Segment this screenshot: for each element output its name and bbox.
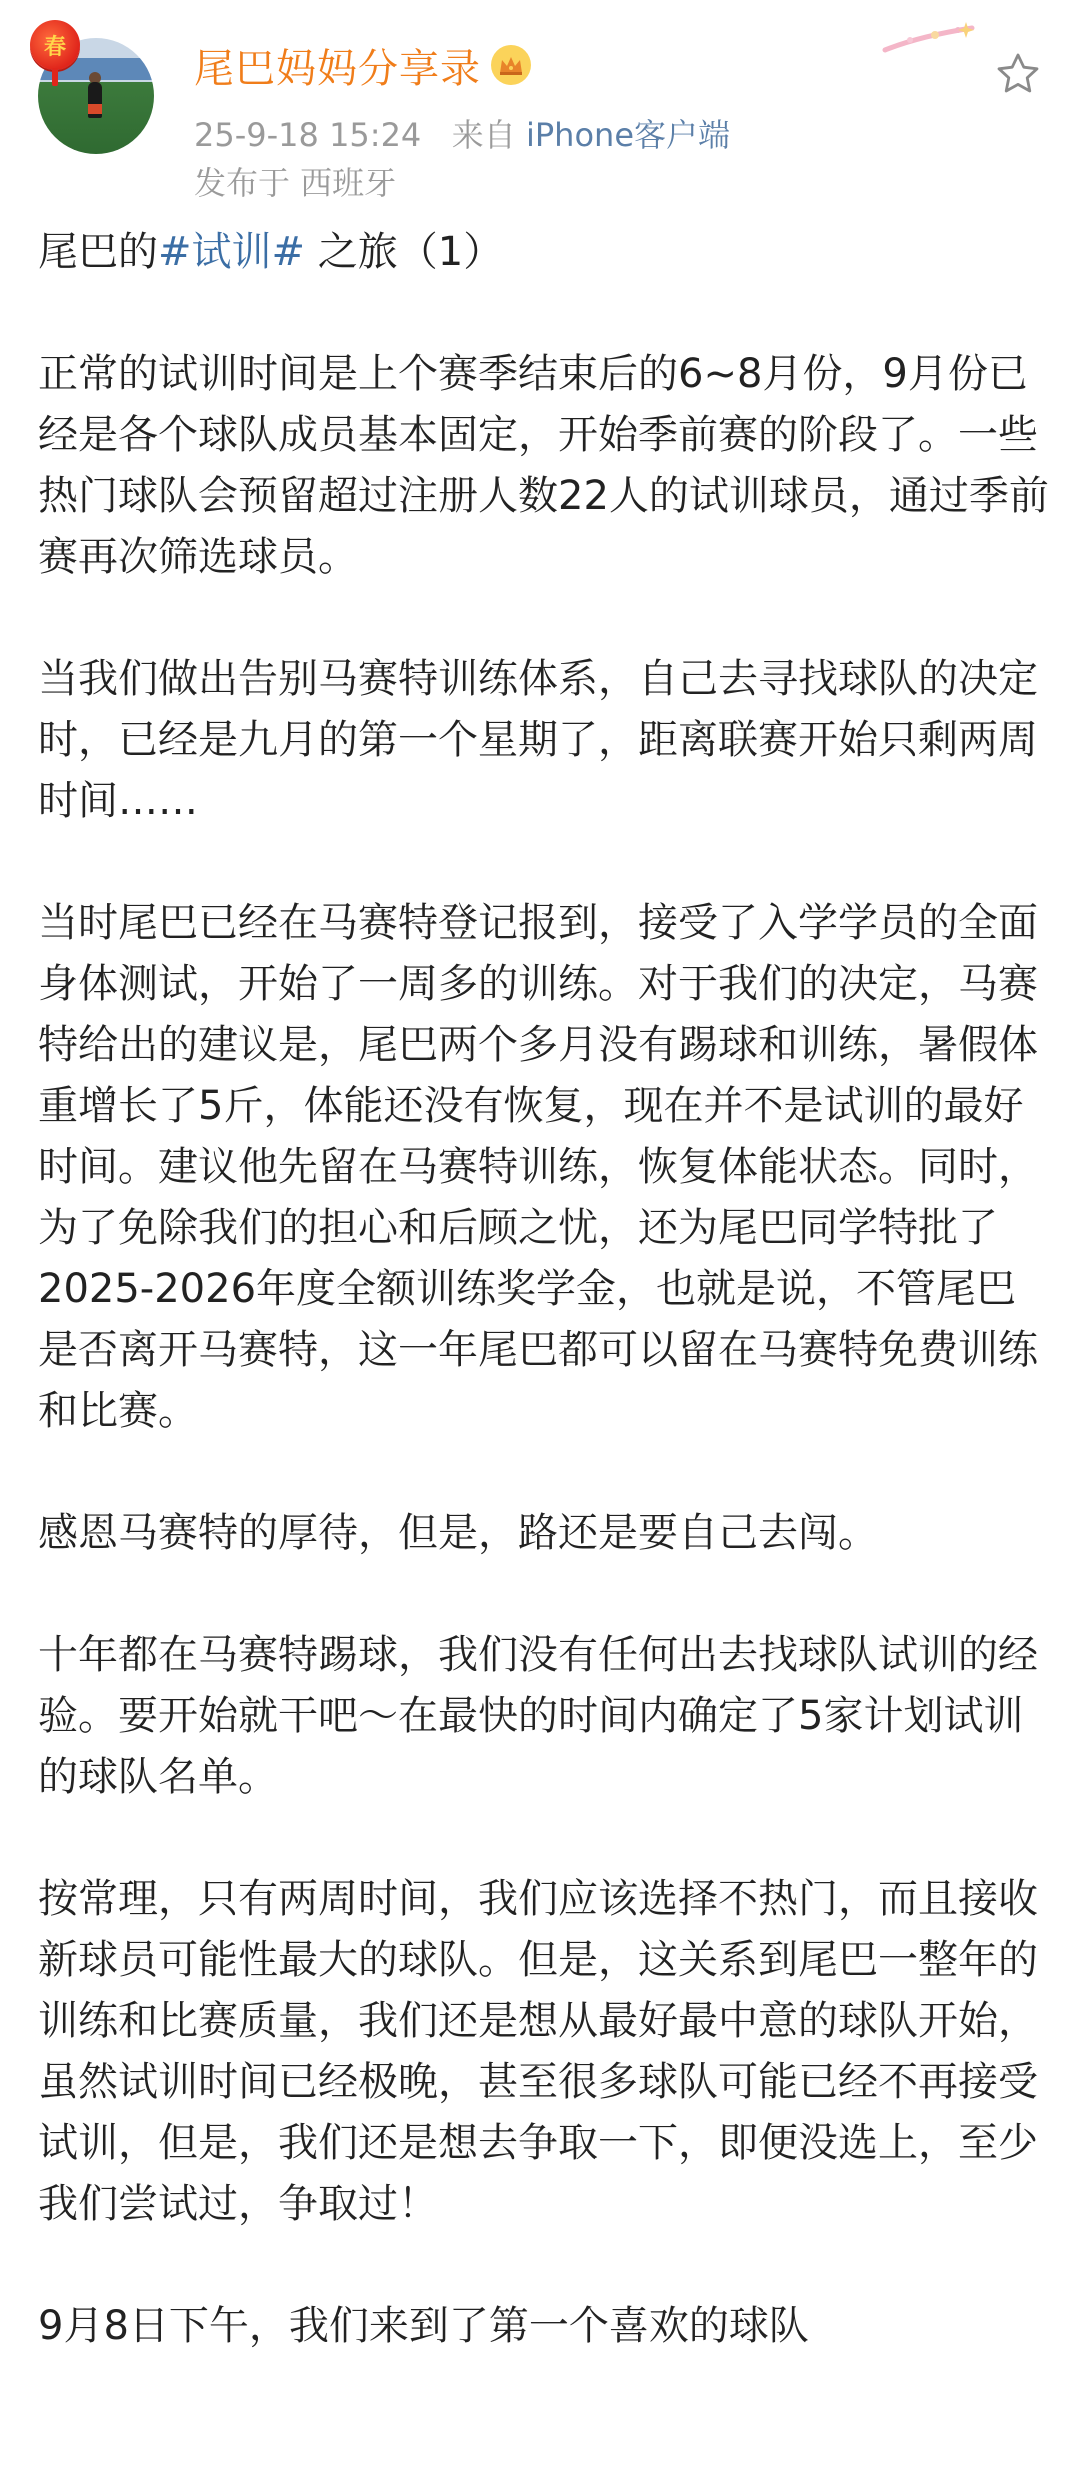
paragraph: 当时尾巴已经在马赛特登记报到，接受了入学学员的全面身体测试，开始了一周多的训练。对于我们的决定，马赛特给出的建议是，尾巴两个多月没有踢球和训练，暑假体重增长了5斤，体能还没有恢复，现在并不是试训的最好时间。建议他先留在马赛特训练，恢复体能状态。同时，为了免除我们的担心和后顾之忧，还为尾巴同学特批了2025-2026年度全额训练奖学金，也就是说，不管尾巴是否离开马赛特，这一年尾巴都可以留在马赛特免费训练和比赛。 <box>38 900 1038 1434</box>
post-location: 发布于 西班牙 <box>194 164 397 202</box>
badge-text: 春 <box>43 33 66 60</box>
hashtag-link[interactable]: #试训# <box>158 229 306 275</box>
username-row <box>194 40 531 90</box>
post-title-suffix: 之旅（1） <box>305 229 504 275</box>
paragraph: 十年都在马赛特踢球，我们没有任何出去找球队试训的经验。要开始就干吧～在最快的时间内确定了5家计划试训的球队名单。 <box>38 1632 1038 1800</box>
username[interactable]: 尾巴妈妈分享录 <box>194 45 481 92</box>
post-meta <box>194 110 730 156</box>
avatar-player-shorts <box>88 104 102 114</box>
paragraph: 按常理，只有两周时间，我们应该选择不热门，而且接收新球员可能性最大的球队。但是，这关系到尾巴一整年的训练和比赛质量，我们还是想从最好最中意的球队开始，虽然试训时间已经极晚，甚至很多球队可能已经不再接受试训，但是，我们还是想去争取一下，即便没选上，至少我们尝试过，争取过！ <box>38 1876 1038 2227</box>
spring-festival-badge-icon <box>30 20 80 70</box>
source-prefix: 来自 <box>451 116 516 154</box>
post-title-prefix: 尾巴的 <box>38 229 158 275</box>
post-timestamp: 25-9-18 15:24 <box>194 116 422 154</box>
post-title <box>38 222 1054 283</box>
paragraph: 正常的试训时间是上个赛季结束后的6~8月份，9月份已经是各个球队成员基本固定，开始季前赛的阶段了。一些热门球队会预留超过注册人数22人的试训球员，通过季前赛再次筛选球员。 <box>38 351 1049 580</box>
post-source-link[interactable]: iPhone客户端 <box>525 116 731 154</box>
badge-tassel <box>52 68 58 86</box>
paragraph: 当我们做出告别马赛特训练体系，自己去寻找球队的决定时，已经是九月的第一个星期了，距离联赛开始只剩两周时间…… <box>38 656 1038 824</box>
paragraph: 9月8日下午，我们来到了第一个喜欢的球队 <box>38 2303 809 2349</box>
post-header <box>0 0 1084 220</box>
crown-icon-svg <box>497 53 525 77</box>
crown-icon[interactable] <box>491 45 531 85</box>
favorite-button[interactable] <box>990 46 1046 102</box>
sparkle-decoration-icon <box>880 18 980 58</box>
star-outline-icon <box>994 50 1042 98</box>
paragraph: 感恩马赛特的厚待，但是，路还是要自己去闯。 <box>38 1510 878 1556</box>
post-body <box>38 222 1054 2418</box>
